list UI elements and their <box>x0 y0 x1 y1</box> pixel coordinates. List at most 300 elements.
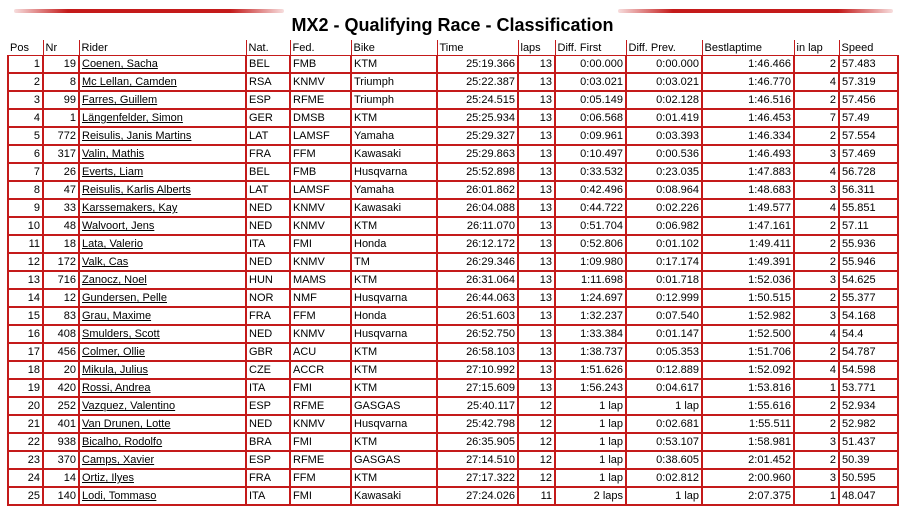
cell-fed: KNMV <box>290 325 351 343</box>
cell-in-lap: 2 <box>794 217 839 235</box>
cell-fed: FMI <box>290 379 351 397</box>
cell-speed: 57.456 <box>839 91 898 109</box>
cell-nat: ESP <box>246 397 290 415</box>
cell-pos: 24 <box>8 469 43 487</box>
cell-bike: KTM <box>351 56 437 74</box>
column-header-in-lap: in lap <box>794 40 839 56</box>
cell-in-lap: 2 <box>794 235 839 253</box>
cell-diff-first: 0:00.000 <box>555 56 626 74</box>
cell-nat: FRA <box>246 307 290 325</box>
cell-speed: 54.4 <box>839 325 898 343</box>
cell-fed: FFM <box>290 145 351 163</box>
cell-time: 25:29.863 <box>437 145 518 163</box>
cell-diff-prev: 0:53.107 <box>626 433 702 451</box>
cell-time: 25:22.387 <box>437 73 518 91</box>
cell-diff-first: 0:10.497 <box>555 145 626 163</box>
cell-pos: 2 <box>8 73 43 91</box>
column-header-bike: Bike <box>351 40 437 56</box>
cell-rider[interactable]: Vazquez, Valentino <box>79 397 246 415</box>
cell-diff-prev: 0:02.681 <box>626 415 702 433</box>
column-header-pos: Pos <box>8 40 43 56</box>
cell-rider[interactable]: Mc Lellan, Camden <box>79 73 246 91</box>
cell-rider[interactable]: Gundersen, Pelle <box>79 289 246 307</box>
cell-bestlaptime: 1:55.616 <box>702 397 794 415</box>
cell-laps: 13 <box>518 145 555 163</box>
cell-pos: 21 <box>8 415 43 433</box>
cell-diff-first: 1:11.698 <box>555 271 626 289</box>
cell-bestlaptime: 1:58.981 <box>702 433 794 451</box>
cell-time: 26:44.063 <box>437 289 518 307</box>
cell-diff-prev: 0:02.128 <box>626 91 702 109</box>
cell-rider[interactable]: Karssemakers, Kay <box>79 199 246 217</box>
cell-speed: 56.311 <box>839 181 898 199</box>
table-row <box>8 271 898 289</box>
cell-laps: 13 <box>518 235 555 253</box>
cell-in-lap: 2 <box>794 397 839 415</box>
cell-time: 26:12.172 <box>437 235 518 253</box>
cell-nr: 1 <box>43 109 79 127</box>
cell-rider[interactable]: Farres, Guillem <box>79 91 246 109</box>
table-row <box>8 235 898 253</box>
table-row <box>8 451 898 469</box>
cell-diff-prev: 0:17.174 <box>626 253 702 271</box>
cell-rider[interactable]: Reisulis, Karlis Alberts <box>79 181 246 199</box>
cell-diff-first: 0:03.021 <box>555 73 626 91</box>
cell-diff-prev: 0:01.147 <box>626 325 702 343</box>
table-body <box>8 56 898 506</box>
cell-diff-prev: 0:00.536 <box>626 145 702 163</box>
cell-rider[interactable]: Valin, Mathis <box>79 145 246 163</box>
cell-diff-prev: 0:03.021 <box>626 73 702 91</box>
cell-pos: 17 <box>8 343 43 361</box>
cell-diff-prev: 0:23.035 <box>626 163 702 181</box>
cell-fed: KNMV <box>290 217 351 235</box>
column-header-time: Time <box>437 40 518 56</box>
cell-time: 25:40.117 <box>437 397 518 415</box>
cell-pos: 8 <box>8 181 43 199</box>
cell-pos: 3 <box>8 91 43 109</box>
cell-in-lap: 3 <box>794 433 839 451</box>
cell-fed: FMI <box>290 433 351 451</box>
cell-nr: 370 <box>43 451 79 469</box>
cell-in-lap: 7 <box>794 109 839 127</box>
cell-speed: 50.595 <box>839 469 898 487</box>
cell-laps: 13 <box>518 361 555 379</box>
cell-laps: 13 <box>518 91 555 109</box>
cell-laps: 13 <box>518 379 555 397</box>
cell-rider[interactable]: Längenfelder, Simon <box>79 109 246 127</box>
cell-nat: NED <box>246 253 290 271</box>
cell-diff-prev: 0:12.999 <box>626 289 702 307</box>
cell-speed: 57.11 <box>839 217 898 235</box>
cell-nat: NED <box>246 199 290 217</box>
cell-bestlaptime: 2:00.960 <box>702 469 794 487</box>
cell-diff-first: 0:33.532 <box>555 163 626 181</box>
cell-diff-prev: 0:03.393 <box>626 127 702 145</box>
cell-speed: 51.437 <box>839 433 898 451</box>
cell-fed: LAMSF <box>290 127 351 145</box>
cell-diff-prev: 0:02.226 <box>626 199 702 217</box>
cell-fed: NMF <box>290 289 351 307</box>
column-header-laps: laps <box>518 40 555 56</box>
cell-rider[interactable]: Smulders, Scott <box>79 325 246 343</box>
table-row <box>8 73 898 91</box>
cell-bestlaptime: 1:52.982 <box>702 307 794 325</box>
cell-time: 26:51.603 <box>437 307 518 325</box>
cell-rider[interactable]: Walvoort, Jens <box>79 217 246 235</box>
cell-in-lap: 2 <box>794 253 839 271</box>
cell-diff-first: 1:33.384 <box>555 325 626 343</box>
cell-pos: 10 <box>8 217 43 235</box>
cell-nr: 772 <box>43 127 79 145</box>
table-row <box>8 361 898 379</box>
cell-speed: 55.946 <box>839 253 898 271</box>
cell-nat: BRA <box>246 433 290 451</box>
cell-nr: 14 <box>43 469 79 487</box>
cell-fed: KNMV <box>290 253 351 271</box>
cell-laps: 12 <box>518 451 555 469</box>
cell-time: 26:11.070 <box>437 217 518 235</box>
cell-nr: 172 <box>43 253 79 271</box>
table-row <box>8 289 898 307</box>
cell-diff-first: 1 lap <box>555 469 626 487</box>
cell-fed: KNMV <box>290 73 351 91</box>
cell-rider[interactable]: Camps, Xavier <box>79 451 246 469</box>
cell-pos: 13 <box>8 271 43 289</box>
classification-table <box>7 40 899 506</box>
cell-time: 27:17.322 <box>437 469 518 487</box>
cell-in-lap: 3 <box>794 145 839 163</box>
cell-rider[interactable]: Coenen, Sacha <box>79 56 246 74</box>
table-row <box>8 307 898 325</box>
cell-pos: 1 <box>8 56 43 74</box>
cell-nat: CZE <box>246 361 290 379</box>
cell-diff-first: 1 lap <box>555 397 626 415</box>
cell-in-lap: 4 <box>794 163 839 181</box>
cell-bike: Honda <box>351 235 437 253</box>
cell-bike: Husqvarna <box>351 325 437 343</box>
cell-time: 25:42.798 <box>437 415 518 433</box>
cell-speed: 54.625 <box>839 271 898 289</box>
cell-laps: 13 <box>518 343 555 361</box>
cell-nr: 140 <box>43 487 79 505</box>
cell-bestlaptime: 1:52.500 <box>702 325 794 343</box>
cell-nat: FRA <box>246 145 290 163</box>
column-header-diff-first: Diff. First <box>555 40 626 56</box>
cell-speed: 57.554 <box>839 127 898 145</box>
cell-time: 27:24.026 <box>437 487 518 505</box>
cell-speed: 57.483 <box>839 56 898 74</box>
cell-in-lap: 1 <box>794 379 839 397</box>
cell-in-lap: 3 <box>794 271 839 289</box>
cell-laps: 12 <box>518 469 555 487</box>
cell-bestlaptime: 1:55.511 <box>702 415 794 433</box>
cell-in-lap: 2 <box>794 56 839 74</box>
cell-rider[interactable]: Everts, Liam <box>79 163 246 181</box>
table-row <box>8 199 898 217</box>
cell-diff-first: 0:42.496 <box>555 181 626 199</box>
cell-speed: 50.39 <box>839 451 898 469</box>
cell-speed: 48.047 <box>839 487 898 505</box>
cell-speed: 57.319 <box>839 73 898 91</box>
cell-rider[interactable]: Reisulis, Janis Martins <box>79 127 246 145</box>
cell-rider[interactable]: Lodi, Tommaso <box>79 487 246 505</box>
table-row <box>8 397 898 415</box>
cell-time: 26:29.346 <box>437 253 518 271</box>
cell-in-lap: 4 <box>794 361 839 379</box>
cell-diff-first: 0:06.568 <box>555 109 626 127</box>
cell-bestlaptime: 1:49.391 <box>702 253 794 271</box>
cell-fed: FFM <box>290 307 351 325</box>
cell-nr: 456 <box>43 343 79 361</box>
cell-pos: 12 <box>8 253 43 271</box>
cell-pos: 25 <box>8 487 43 505</box>
cell-bike: GASGAS <box>351 451 437 469</box>
cell-diff-first: 2 laps <box>555 487 626 505</box>
cell-in-lap: 2 <box>794 289 839 307</box>
cell-rider[interactable]: Ortiz, Ilyes <box>79 469 246 487</box>
cell-diff-first: 1 lap <box>555 415 626 433</box>
cell-rider[interactable]: Van Drunen, Lotte <box>79 415 246 433</box>
cell-in-lap: 4 <box>794 325 839 343</box>
cell-bike: KTM <box>351 469 437 487</box>
cell-nat: FRA <box>246 469 290 487</box>
cell-nat: ESP <box>246 91 290 109</box>
cell-diff-first: 0:09.961 <box>555 127 626 145</box>
cell-nr: 317 <box>43 145 79 163</box>
cell-in-lap: 3 <box>794 307 839 325</box>
cell-laps: 13 <box>518 199 555 217</box>
cell-speed: 54.598 <box>839 361 898 379</box>
cell-rider[interactable]: Mikula, Julius <box>79 361 246 379</box>
cell-bestlaptime: 1:51.706 <box>702 343 794 361</box>
cell-bestlaptime: 1:48.683 <box>702 181 794 199</box>
cell-bike: KTM <box>351 343 437 361</box>
cell-nr: 408 <box>43 325 79 343</box>
cell-fed: KNMV <box>290 415 351 433</box>
cell-nat: ITA <box>246 379 290 397</box>
cell-time: 25:25.934 <box>437 109 518 127</box>
cell-diff-prev: 1 lap <box>626 487 702 505</box>
cell-time: 26:31.064 <box>437 271 518 289</box>
cell-pos: 9 <box>8 199 43 217</box>
cell-nr: 48 <box>43 217 79 235</box>
cell-time: 25:52.898 <box>437 163 518 181</box>
cell-speed: 52.934 <box>839 397 898 415</box>
cell-bike: KTM <box>351 361 437 379</box>
table-row <box>8 379 898 397</box>
cell-fed: FMB <box>290 56 351 74</box>
cell-nr: 26 <box>43 163 79 181</box>
table-row <box>8 145 898 163</box>
column-header-speed: Speed <box>839 40 898 56</box>
cell-bike: Kawasaki <box>351 145 437 163</box>
cell-fed: ACU <box>290 343 351 361</box>
column-header-diff-prev: Diff. Prev. <box>626 40 702 56</box>
cell-bike: KTM <box>351 379 437 397</box>
cell-in-lap: 2 <box>794 91 839 109</box>
cell-laps: 13 <box>518 217 555 235</box>
cell-diff-prev: 0:01.102 <box>626 235 702 253</box>
cell-rider[interactable]: Colmer, Ollie <box>79 343 246 361</box>
cell-bestlaptime: 1:46.334 <box>702 127 794 145</box>
table-row <box>8 415 898 433</box>
cell-nr: 83 <box>43 307 79 325</box>
cell-laps: 11 <box>518 487 555 505</box>
cell-time: 26:01.862 <box>437 181 518 199</box>
cell-laps: 12 <box>518 415 555 433</box>
cell-bike: KTM <box>351 217 437 235</box>
cell-nat: LAT <box>246 181 290 199</box>
cell-diff-first: 1 lap <box>555 451 626 469</box>
cell-fed: KNMV <box>290 199 351 217</box>
cell-in-lap: 1 <box>794 487 839 505</box>
cell-rider[interactable]: Zanocz, Noel <box>79 271 246 289</box>
cell-rider[interactable]: Bicalho, Rodolfo <box>79 433 246 451</box>
cell-speed: 55.936 <box>839 235 898 253</box>
cell-pos: 15 <box>8 307 43 325</box>
cell-bestlaptime: 1:49.577 <box>702 199 794 217</box>
cell-diff-prev: 0:01.419 <box>626 109 702 127</box>
cell-laps: 12 <box>518 433 555 451</box>
column-header-fed: Fed. <box>290 40 351 56</box>
cell-laps: 13 <box>518 73 555 91</box>
cell-laps: 13 <box>518 163 555 181</box>
cell-diff-prev: 0:12.889 <box>626 361 702 379</box>
cell-laps: 13 <box>518 56 555 74</box>
cell-time: 27:15.609 <box>437 379 518 397</box>
cell-rider[interactable]: Valk, Cas <box>79 253 246 271</box>
cell-speed: 55.377 <box>839 289 898 307</box>
cell-diff-first: 1:51.626 <box>555 361 626 379</box>
cell-fed: ACCR <box>290 361 351 379</box>
cell-diff-prev: 0:05.353 <box>626 343 702 361</box>
cell-pos: 16 <box>8 325 43 343</box>
cell-fed: RFME <box>290 451 351 469</box>
cell-pos: 18 <box>8 361 43 379</box>
cell-nat: NOR <box>246 289 290 307</box>
header-row <box>8 40 898 56</box>
cell-time: 27:14.510 <box>437 451 518 469</box>
cell-fed: MAMS <box>290 271 351 289</box>
table-row <box>8 487 898 505</box>
cell-nr: 20 <box>43 361 79 379</box>
table-row <box>8 91 898 109</box>
cell-in-lap: 3 <box>794 181 839 199</box>
cell-bike: Yamaha <box>351 127 437 145</box>
cell-diff-first: 0:05.149 <box>555 91 626 109</box>
cell-bike: Kawasaki <box>351 199 437 217</box>
table-row <box>8 433 898 451</box>
cell-diff-prev: 0:04.617 <box>626 379 702 397</box>
cell-laps: 13 <box>518 127 555 145</box>
cell-nat: GER <box>246 109 290 127</box>
cell-nr: 8 <box>43 73 79 91</box>
column-header-nat: Nat. <box>246 40 290 56</box>
cell-speed: 57.49 <box>839 109 898 127</box>
cell-pos: 22 <box>8 433 43 451</box>
cell-pos: 6 <box>8 145 43 163</box>
cell-nr: 938 <box>43 433 79 451</box>
cell-nr: 401 <box>43 415 79 433</box>
cell-pos: 11 <box>8 235 43 253</box>
table-row <box>8 325 898 343</box>
cell-speed: 56.728 <box>839 163 898 181</box>
cell-rider[interactable]: Rossi, Andrea <box>79 379 246 397</box>
cell-diff-first: 1 lap <box>555 433 626 451</box>
cell-nr: 19 <box>43 56 79 74</box>
cell-bike: Husqvarna <box>351 289 437 307</box>
cell-bestlaptime: 1:50.515 <box>702 289 794 307</box>
cell-fed: FMI <box>290 487 351 505</box>
cell-nat: RSA <box>246 73 290 91</box>
cell-rider[interactable]: Lata, Valerio <box>79 235 246 253</box>
cell-pos: 7 <box>8 163 43 181</box>
page-title: MX2 - Qualifying Race - Classification <box>291 15 614 35</box>
cell-bestlaptime: 1:46.516 <box>702 91 794 109</box>
cell-speed: 54.787 <box>839 343 898 361</box>
cell-pos: 19 <box>8 379 43 397</box>
cell-fed: FMB <box>290 163 351 181</box>
cell-in-lap: 2 <box>794 451 839 469</box>
cell-bestlaptime: 1:52.036 <box>702 271 794 289</box>
cell-nat: NED <box>246 217 290 235</box>
cell-laps: 13 <box>518 109 555 127</box>
cell-nat: NED <box>246 325 290 343</box>
cell-diff-prev: 1 lap <box>626 397 702 415</box>
cell-nr: 33 <box>43 199 79 217</box>
cell-nat: ITA <box>246 235 290 253</box>
cell-bike: KTM <box>351 271 437 289</box>
cell-nat: BEL <box>246 56 290 74</box>
table-row <box>8 181 898 199</box>
cell-bestlaptime: 1:46.453 <box>702 109 794 127</box>
table-row <box>8 56 898 74</box>
cell-bike: Triumph <box>351 73 437 91</box>
cell-diff-prev: 0:01.718 <box>626 271 702 289</box>
cell-nr: 716 <box>43 271 79 289</box>
cell-time: 25:29.327 <box>437 127 518 145</box>
cell-bike: KTM <box>351 433 437 451</box>
cell-bestlaptime: 1:47.161 <box>702 217 794 235</box>
cell-nat: GBR <box>246 343 290 361</box>
cell-diff-first: 1:24.697 <box>555 289 626 307</box>
cell-in-lap: 2 <box>794 415 839 433</box>
cell-fed: RFME <box>290 397 351 415</box>
cell-diff-first: 0:51.704 <box>555 217 626 235</box>
cell-time: 26:04.088 <box>437 199 518 217</box>
cell-nr: 18 <box>43 235 79 253</box>
cell-nat: BEL <box>246 163 290 181</box>
column-header-nr: Nr <box>43 40 79 56</box>
cell-laps: 13 <box>518 181 555 199</box>
cell-laps: 13 <box>518 271 555 289</box>
decorative-brush-stroke <box>618 9 893 13</box>
cell-pos: 20 <box>8 397 43 415</box>
cell-bike: Yamaha <box>351 181 437 199</box>
cell-pos: 5 <box>8 127 43 145</box>
cell-speed: 53.771 <box>839 379 898 397</box>
cell-bike: Husqvarna <box>351 415 437 433</box>
cell-diff-prev: 0:00.000 <box>626 56 702 74</box>
cell-nr: 99 <box>43 91 79 109</box>
cell-rider[interactable]: Grau, Maxime <box>79 307 246 325</box>
title-banner <box>0 0 905 40</box>
cell-bestlaptime: 1:46.770 <box>702 73 794 91</box>
table-row <box>8 109 898 127</box>
cell-nat: NED <box>246 415 290 433</box>
table-row <box>8 127 898 145</box>
